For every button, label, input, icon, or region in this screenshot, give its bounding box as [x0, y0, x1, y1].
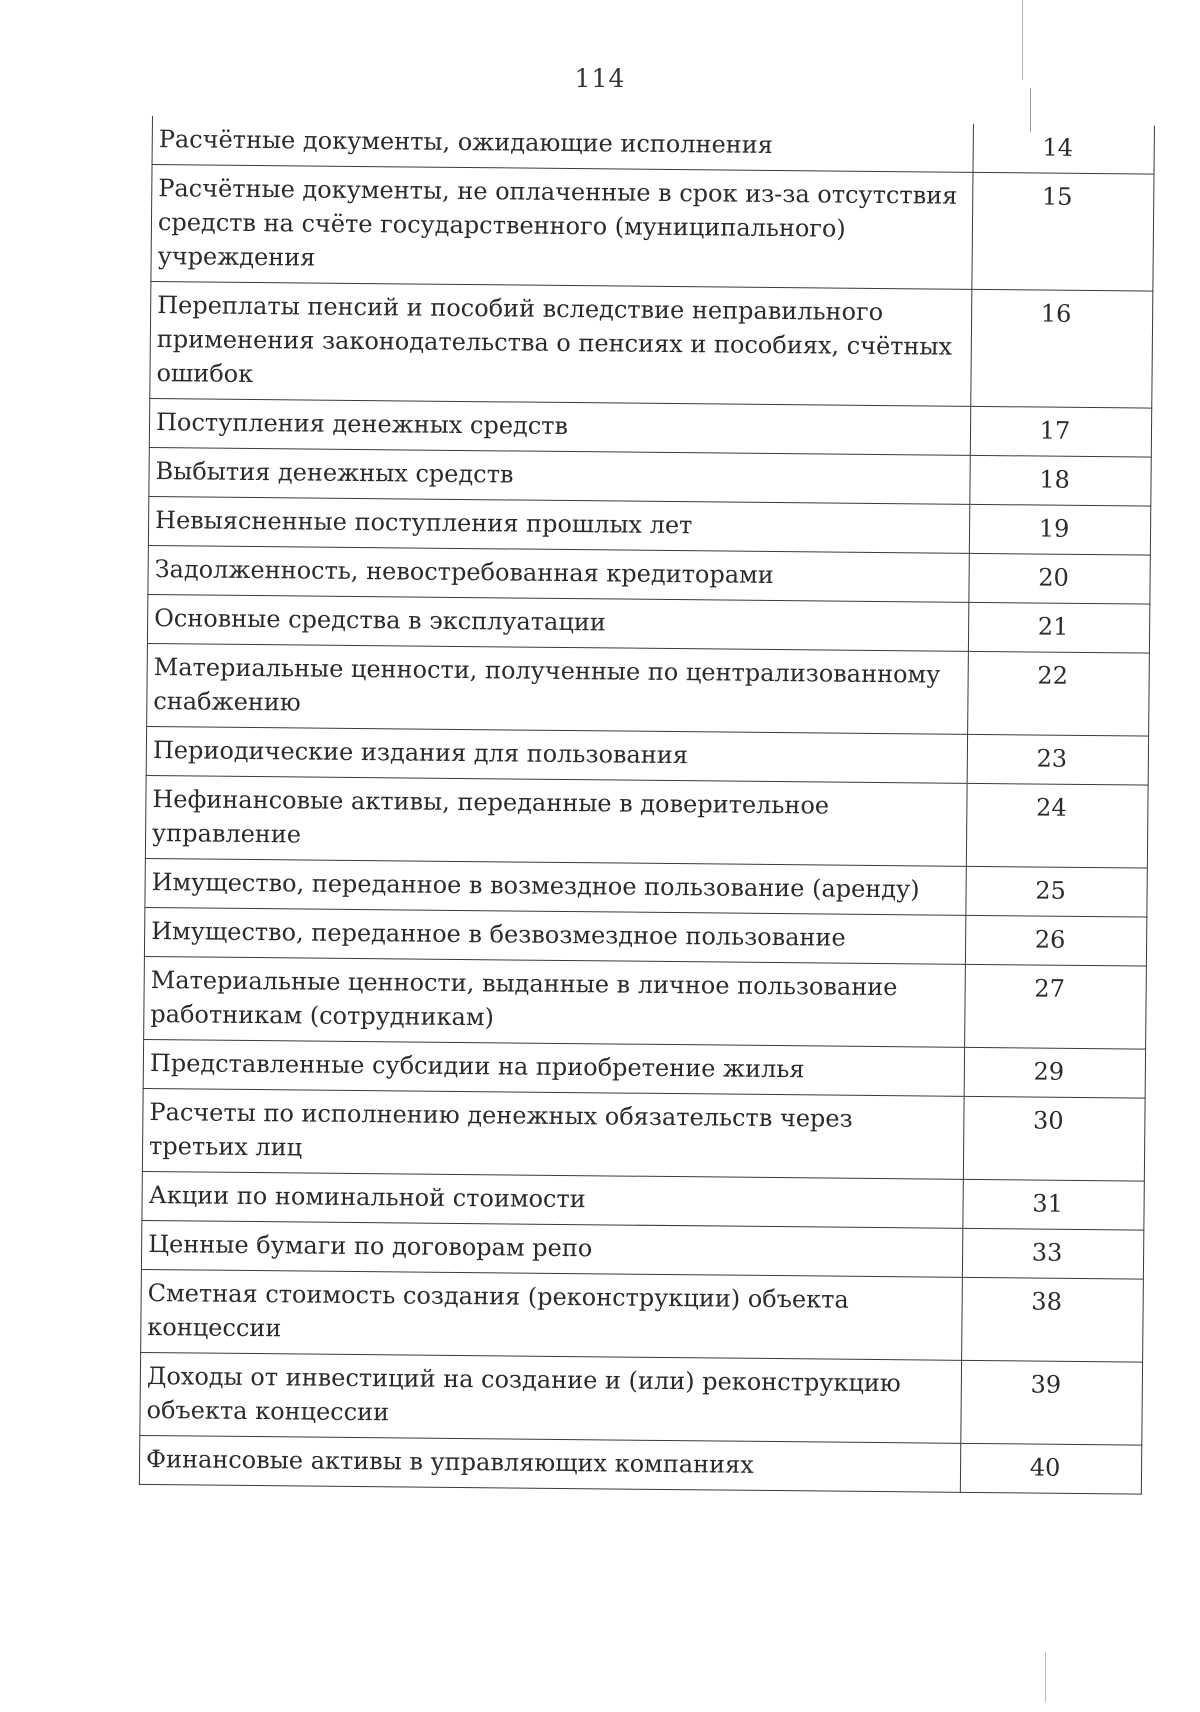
row-code: 39 — [961, 1360, 1143, 1445]
row-code: 29 — [964, 1047, 1145, 1098]
table-row — [145, 775, 1148, 868]
row-code: 16 — [971, 289, 1153, 408]
row-code: 33 — [962, 1228, 1143, 1279]
scan-artifact-line — [1030, 88, 1031, 132]
row-name: Сметная стоимость создания (реконструкции) объекта концессии — [141, 1269, 963, 1360]
row-name: Имущество, переданное в возмездное пользование (аренду) — [145, 858, 966, 915]
row-code: 38 — [962, 1277, 1144, 1362]
table-row — [139, 1435, 1141, 1494]
table-row — [140, 1352, 1143, 1445]
row-name: Финансовые активы в управляющих компаниях — [139, 1435, 960, 1492]
row-code: 27 — [965, 964, 1147, 1049]
row-code: 26 — [965, 915, 1146, 966]
row-code: 40 — [960, 1443, 1141, 1494]
row-name: Невыясненные поступления прошлых лет — [148, 496, 969, 553]
row-code: 30 — [963, 1096, 1145, 1181]
row-name: Переплаты пенсий и пособий вследствие неправильного применения законодательства о пенсиях и пособиях, счётных ошибок — [150, 281, 972, 406]
scan-artifact-line — [1022, 0, 1023, 80]
row-code: 22 — [968, 651, 1150, 736]
row-code: 24 — [966, 783, 1148, 868]
row-name: Доходы от инвестиций на создание и (или) реконструкцию объекта концессии — [140, 1352, 962, 1443]
row-code: 31 — [963, 1179, 1144, 1230]
row-code: 21 — [968, 602, 1149, 653]
accounts-table-body — [139, 116, 1154, 1494]
row-code: 18 — [970, 455, 1151, 506]
row-name: Расчётные документы, не оплаченные в срок из-за отсутствия средств на счёте государственного (муниципального) учреждения — [151, 165, 973, 290]
accounts-table — [139, 116, 1155, 1495]
row-name: Материальные ценности, полученные по централизованному снабжению — [147, 643, 969, 734]
table-row — [147, 643, 1150, 736]
table-row — [150, 281, 1153, 408]
row-name: Периодические издания для пользования — [146, 726, 967, 783]
table-row — [142, 1088, 1145, 1181]
scan-artifact-line — [1045, 1652, 1046, 1702]
row-name: Представленные субсидии на приобретение жилья — [143, 1039, 964, 1096]
row-name: Задолженность, невостребованная кредиторами — [148, 545, 969, 602]
row-code: 20 — [969, 553, 1150, 604]
table-row — [151, 165, 1154, 292]
row-name: Имущество, переданное в безвозмездное пользование — [144, 907, 965, 964]
table-row — [141, 1269, 1144, 1362]
row-name: Материальные ценности, выданные в личное пользование работникам (сотрудникам) — [144, 956, 966, 1047]
row-name: Акции по номинальной стоимости — [142, 1171, 963, 1228]
row-code: 14 — [973, 124, 1154, 174]
row-code: 17 — [970, 406, 1151, 457]
row-code: 23 — [967, 734, 1148, 785]
row-name: Выбытия денежных средств — [149, 447, 970, 504]
row-name: Расчётные документы, ожидающие исполнения — [152, 116, 973, 172]
row-name: Основные средства в эксплуатации — [147, 594, 968, 651]
row-code: 15 — [972, 172, 1154, 291]
page-number: 114 — [574, 64, 626, 93]
row-name: Ценные бумаги по договорам репо — [141, 1220, 962, 1277]
row-name: Расчеты по исполнению денежных обязательств через третьих лиц — [142, 1088, 964, 1179]
row-code: 19 — [969, 504, 1150, 555]
row-name: Поступления денежных средств — [149, 398, 970, 455]
row-code: 25 — [966, 866, 1147, 917]
row-name: Нефинансовые активы, переданные в доверительное управление — [145, 775, 967, 866]
table-row — [144, 956, 1147, 1049]
